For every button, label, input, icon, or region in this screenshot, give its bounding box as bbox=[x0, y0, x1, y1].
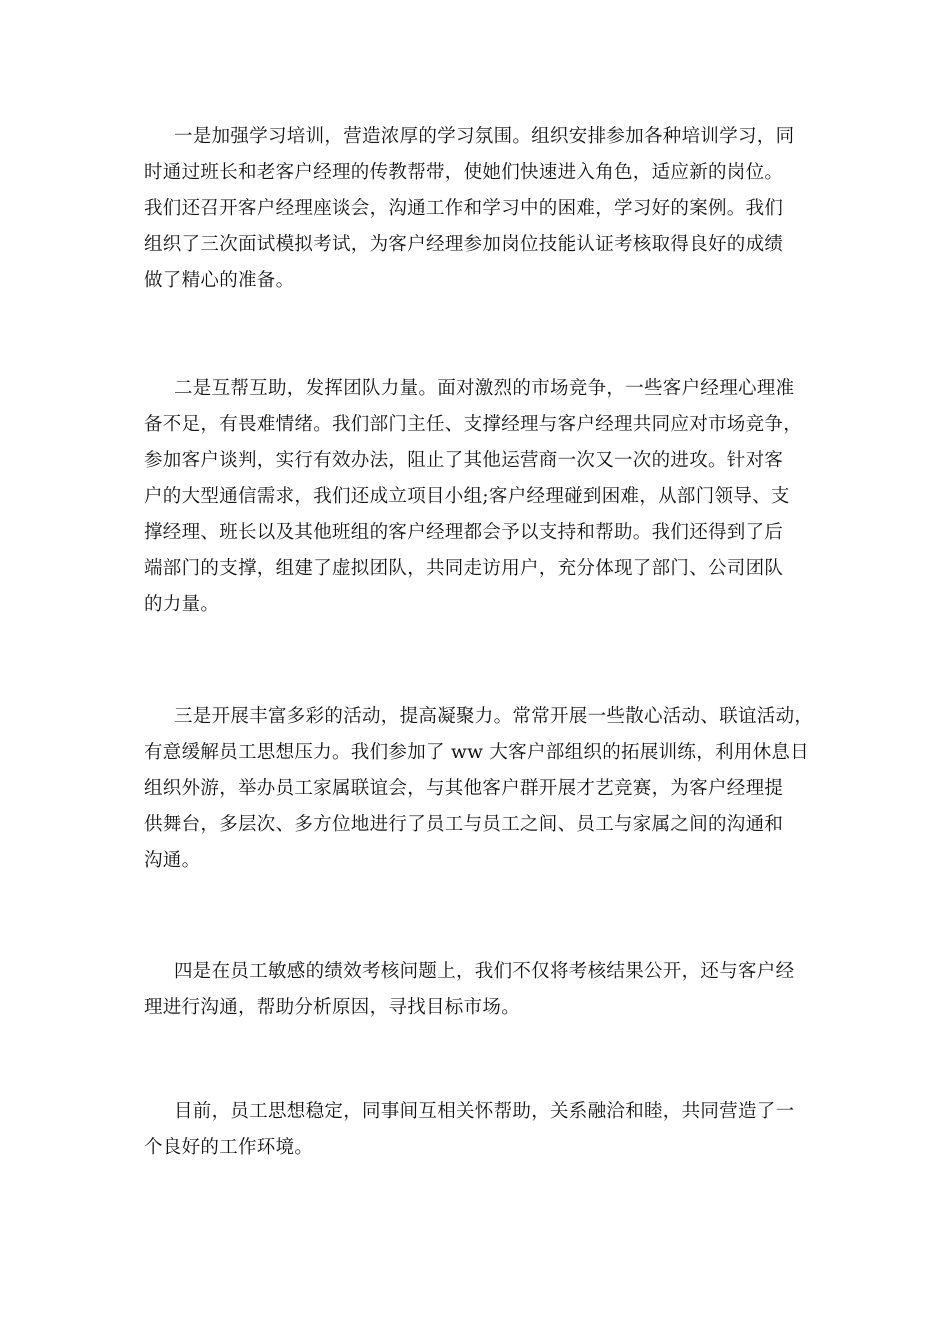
paragraph-line: 三是开展丰富多彩的活动，提高凝聚力。常常开展一些散心活动、联谊活动， bbox=[174, 706, 814, 727]
paragraph-activities bbox=[144, 699, 824, 879]
paragraph-line: 理进行沟通，帮助分析原因，寻找目标市场。 bbox=[144, 997, 521, 1018]
paragraph-line: 做了精心的准备。 bbox=[144, 270, 295, 291]
paragraph-current-status bbox=[144, 1094, 824, 1166]
paragraph-line: 备不足，有畏难情绪。我们部门主任、支撑经理与客户经理共同应对市场竞争， bbox=[144, 414, 803, 435]
paragraph-line: 的力量。 bbox=[144, 594, 220, 615]
paragraph-line: 有意缓解员工思想压力。我们参加了 ww 大客户部组织的拓展训练，利用休息日 bbox=[144, 742, 810, 763]
paragraph-line: 二是互帮互助，发挥团队力量。面对激烈的市场竞争，一些客户经理心理准 bbox=[174, 378, 795, 399]
paragraph-line: 组织外游，举办员工家属联谊会，与其他客户群开展才艺竞赛，为客户经理提 bbox=[144, 778, 784, 799]
paragraph-line: 时通过班长和老客户经理的传教帮带，使她们快速进入角色，适应新的岗位。 bbox=[144, 162, 784, 183]
paragraph-line: 四是在员工敏感的绩效考核问题上，我们不仅将考核结果公开，还与客户经 bbox=[174, 961, 795, 982]
paragraph-line: 沟通。 bbox=[144, 850, 201, 871]
paragraph-learning-training bbox=[144, 119, 824, 299]
paragraph-line: 撑经理、班长以及其他班组的客户经理都会予以支持和帮助。我们还得到了后 bbox=[144, 522, 784, 543]
paragraph-performance-review bbox=[144, 954, 824, 1026]
paragraph-line: 供舞台，多层次、多方位地进行了员工与员工之间、员工与家属之间的沟通和 bbox=[144, 814, 784, 835]
paragraph-line: 我们还召开客户经理座谈会，沟通工作和学习中的困难，学习好的案例。我们 bbox=[144, 198, 784, 219]
paragraph-line: 目前，员工思想稳定，同事间互相关怀帮助，关系融洽和睦，共同营造了一 bbox=[174, 1101, 795, 1122]
paragraph-line: 参加客户谈判，实行有效办法，阻止了其他运营商一次又一次的进攻。针对客 bbox=[144, 450, 784, 471]
paragraph-line: 端部门的支撑，组建了虚拟团队，共同走访用户，充分体现了部门、公司团队 bbox=[144, 558, 784, 579]
paragraph-line: 户的大型通信需求，我们还成立项目小组;客户经理碰到困难，从部门领导、支 bbox=[144, 486, 790, 507]
paragraph-line: 一是加强学习培训，营造浓厚的学习氛围。组织安排参加各种培训学习，同 bbox=[174, 126, 795, 147]
paragraph-line: 组织了三次面试模拟考试，为客户经理参加岗位技能认证考核取得良好的成绩 bbox=[144, 234, 784, 255]
paragraph-team-support bbox=[144, 371, 824, 623]
paragraph-line: 个良好的工作环境。 bbox=[144, 1137, 314, 1158]
